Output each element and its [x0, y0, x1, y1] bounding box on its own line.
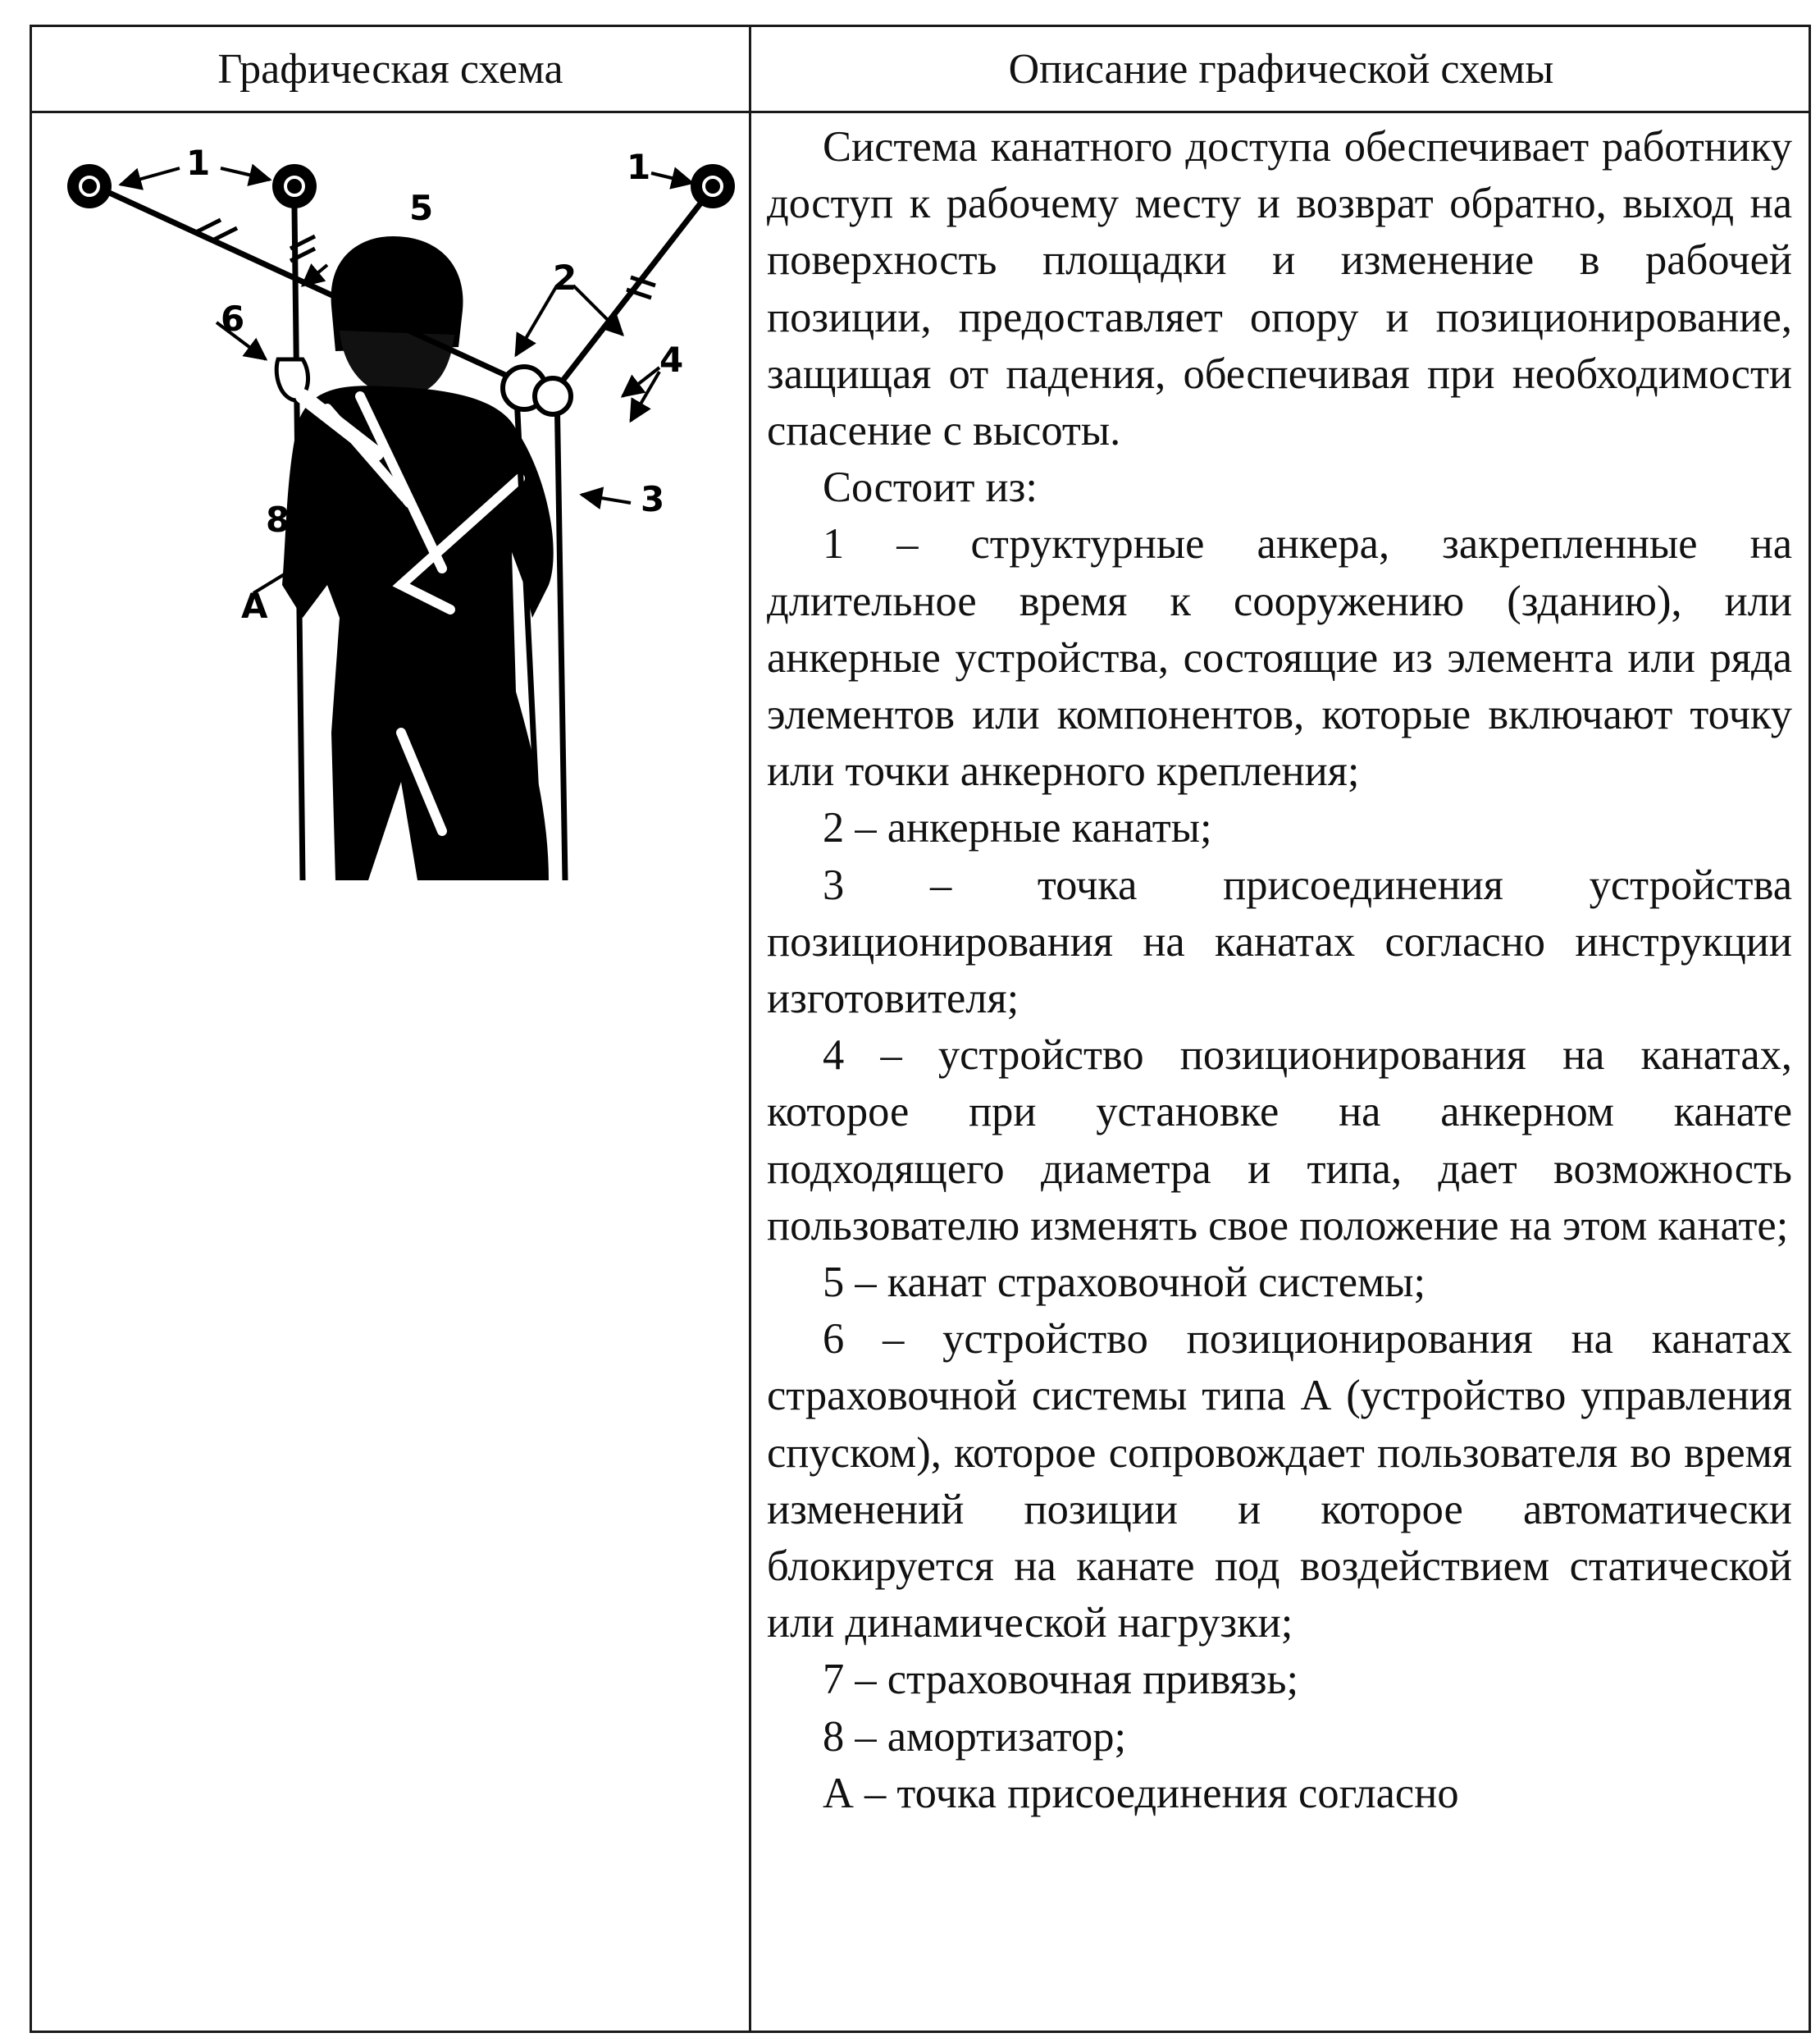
description-item-5: 5 – канат страховочной системы; [823, 1259, 1426, 1307]
anchor-icon [691, 164, 735, 208]
description-item-2: 2 – анкерные канаты; [823, 804, 1212, 852]
safety-rope [294, 208, 303, 880]
label-2: 2 [553, 258, 577, 298]
description-item-3: 3 – точка присоединения устройства позиционирования на канатах согласно инструкции изготовителя; [767, 861, 1792, 1023]
header-graphic-scheme: Графическая схема [217, 45, 563, 93]
description-item-1: 1 – структурные анкера, закрепленные на длительное время к сооружению (зданию), или анкерные устройства, состоящие из элемента или ряда элементов или компонентов, которые включают точку или точки анкерного крепления; [767, 520, 1792, 796]
label-8: 8 [266, 500, 290, 540]
label-3: 3 [641, 479, 665, 519]
description-intro: Система канатного доступа обеспечивает работнику доступ к рабочему месту и возврат обратно, выход на поверхность площадки и изменение в рабочей позиции, предоставляет опору и позиционирование, защищая от падения, обеспечивая при необходимости спасение с высоты. [767, 123, 1792, 455]
description-item-7: 7 – страховочная привязь; [823, 1656, 1299, 1704]
label-A: А [241, 586, 268, 626]
label-4: 4 [659, 340, 684, 380]
header-scheme-description: Описание графической схемы [1008, 45, 1554, 93]
label-1-right: 1 [627, 147, 651, 187]
description-item-6: 6 – устройство позиционирования на канатах страховочной системы типа А (устройство управления спуском), которое сопровождает пользователя во время изменений позиции и которое автоматически блокируется на канате под воздействием статической или динамической нагрузки; [767, 1315, 1792, 1647]
label-1-left: 1 [186, 143, 211, 183]
description-item-A: А – точка присоединения согласно [823, 1769, 1459, 1817]
label-6: 6 [221, 299, 245, 339]
label-5: 5 [409, 188, 434, 228]
anchor-icon [272, 164, 317, 208]
anchor-icon [67, 164, 112, 208]
description-item-4: 4 – устройство позиционирования на канатах, которое при установке на анкерном канате подходящего диаметра и типа, дает возможность пользователю изменять свое положение на этом канате; [767, 1031, 1792, 1249]
header-divider [32, 111, 1809, 113]
description-consists: Состоит из: [823, 464, 1038, 512]
scheme-description [767, 119, 1792, 1822]
rope-access-diagram [57, 126, 754, 880]
description-item-8: 8 – амортизатор; [823, 1712, 1127, 1761]
positioning-device [503, 367, 571, 414]
label-7: 7 [352, 676, 376, 716]
layout-table [30, 25, 1811, 2033]
